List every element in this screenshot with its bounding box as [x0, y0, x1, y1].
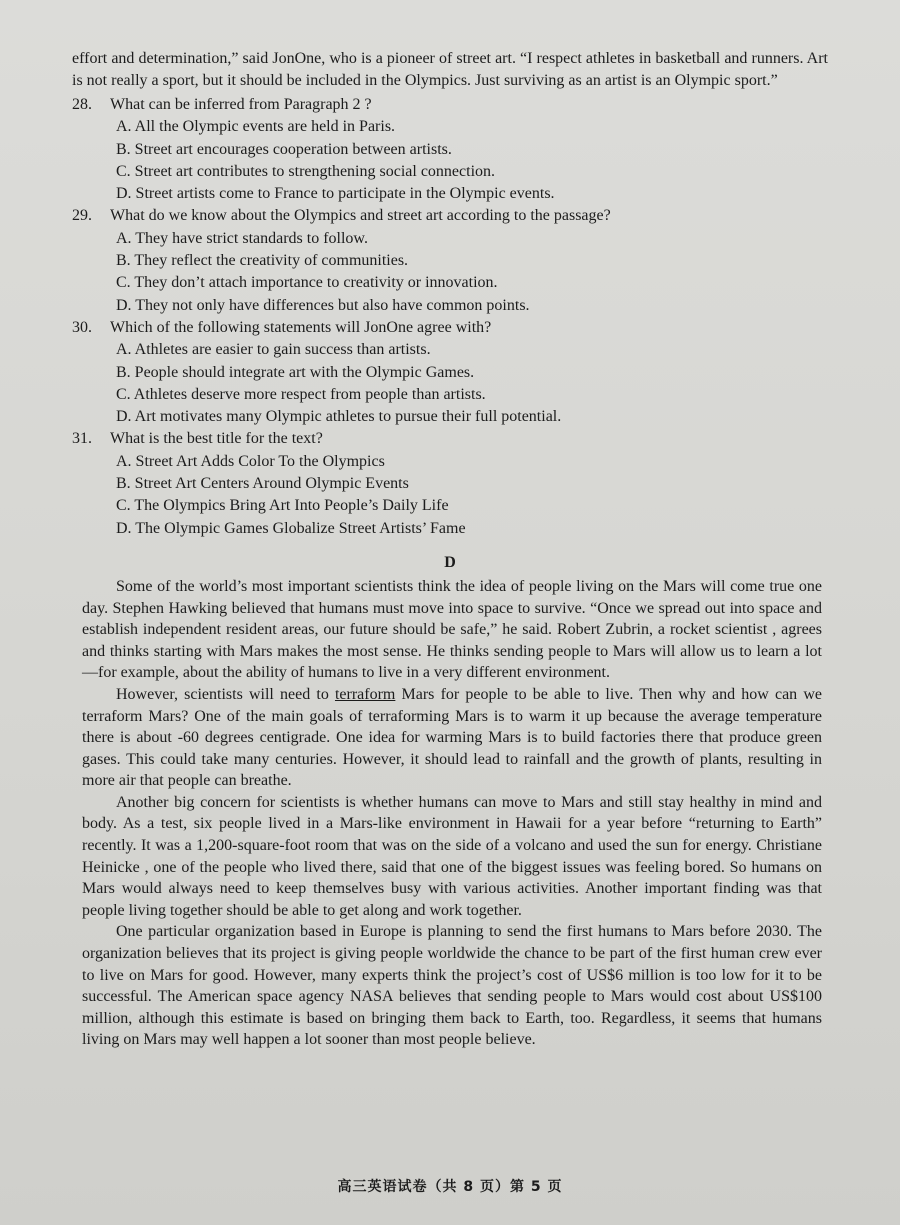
option-d: D. Street artists come to France to participate in the Olympic events.	[116, 185, 555, 203]
option-d: D. They not only have differences but also have common points.	[116, 296, 530, 314]
question-text: What is the best title for the text?	[110, 430, 323, 448]
question-number: 31.	[72, 430, 92, 448]
passage-paragraph-2	[82, 684, 822, 792]
option-b: B. Street art encourages cooperation between artists.	[116, 140, 452, 158]
question-30	[72, 317, 828, 428]
question-number: 28.	[72, 96, 92, 113]
option-a: A. Street Art Adds Color To the Olympics	[116, 452, 385, 470]
option-c: C. Street art contributes to strengthening social connection.	[116, 162, 496, 180]
question-text: Which of the following statements will JonOne agree with?	[110, 318, 492, 336]
option-b: B. They reflect the creativity of communities.	[116, 252, 409, 270]
option-c: C. Athletes deserve more respect from people than artists.	[116, 385, 486, 403]
section-title: D	[444, 553, 456, 571]
option-a: A. They have strict standards to follow.	[116, 229, 368, 247]
option-c: C. The Olympics Bring Art Into People’s Daily Life	[116, 497, 449, 515]
option-c: C. They don’t attach importance to creativity or innovation.	[116, 274, 498, 292]
question-stem	[72, 428, 828, 450]
underlined-term: terraform	[334, 685, 396, 703]
page-footer: 高三英语试卷（共 8 页）第 5 页	[337, 1179, 563, 1195]
option-a: A. All the Olympic events are held in Paris.	[116, 118, 396, 136]
question-number: 29.	[72, 207, 92, 225]
question-number: 30.	[72, 318, 92, 336]
question-29	[72, 205, 828, 316]
option-b: B. People should integrate art with the Olympic Games.	[116, 363, 475, 381]
intro-paragraph: effort and determination,” said JonOne, who is a pioneer of street art. “I respect athletes in basketball and runners. Art is not really a sport, but it should be included in the Olympics. Just surviving as an artist is an Olympic sport.”	[72, 50, 828, 89]
passage-paragraph-1: Some of the world’s most important scientists think the idea of people living on the Mars will come true one day. Stephen Hawking believed that humans must move into space to survive. “Once we spread out into space and establish independent resident areas, our future should be safe,” he said. Robert Zubrin, a rocket scientist , agrees and thinks starting with Mars makes the most sense. He thinks sending people to Mars will allow us to learn a lot—for example, about the ability of humans to live in a very different environment.	[82, 577, 822, 682]
paragraph-text: However, scientists will need to	[116, 685, 335, 703]
question-text: What can be inferred from Paragraph 2 ?	[110, 96, 372, 113]
question-28	[72, 94, 828, 205]
passage-paragraph-4: One particular organization based in Europe is planning to send the first humans to Mars before 2030. The organization believes that its project is giving people worldwide the chance to be part of the first human crew ever to live on Mars for good. However, many experts think the project’s cost of US$6 million is too low for it to be successful. The American space agency NASA believes that sending people to Mars would cost about US$100 million, although this estimate is based on bringing them back to Earth, too. Regardless, it seems that humans living on Mars may well happen a lot sooner than most people believe.	[82, 923, 822, 1049]
question-stem	[72, 317, 828, 339]
question-stem	[72, 205, 828, 227]
paragraph-text: Mars for people to be able to live. Then why and how can we terraform Mars? One of the main goals of terraforming Mars is to warm it up because the average temperature there is about -60 degrees centigrade. One idea for warming Mars is to build factories there that produce green gases. This could take many centuries. However, it should lead to rainfall and the growth of plants, resulting in more air that people can breathe.	[82, 685, 822, 790]
option-a: A. Athletes are easier to gain success than artists.	[116, 341, 431, 359]
passage-paragraph-3: Another big concern for scientists is whether humans can move to Mars and still stay healthy in mind and body. As a test, six people lived in a Mars-like environment in Hawaii for a year before “returning to Earth” recently. It was a 1,200-square-foot room that was on the side of a volcano and used the sun for energy. Christiane Heinicke , one of the people who lived there, said that one of the biggest issues was feeling bored. So humans on Mars would always need to keep themselves busy with various activities. Another important finding was that people living together should be able to get along and work together.	[82, 793, 822, 919]
option-b: B. Street Art Centers Around Olympic Events	[116, 475, 409, 493]
option-d: D. The Olympic Games Globalize Street Artists’ Fame	[116, 519, 466, 537]
question-stem	[72, 94, 828, 116]
question-text: What do we know about the Olympics and street art according to the passage?	[110, 207, 611, 225]
option-d: D. Art motivates many Olympic athletes to pursue their full potential.	[116, 408, 562, 426]
question-31	[72, 428, 828, 539]
